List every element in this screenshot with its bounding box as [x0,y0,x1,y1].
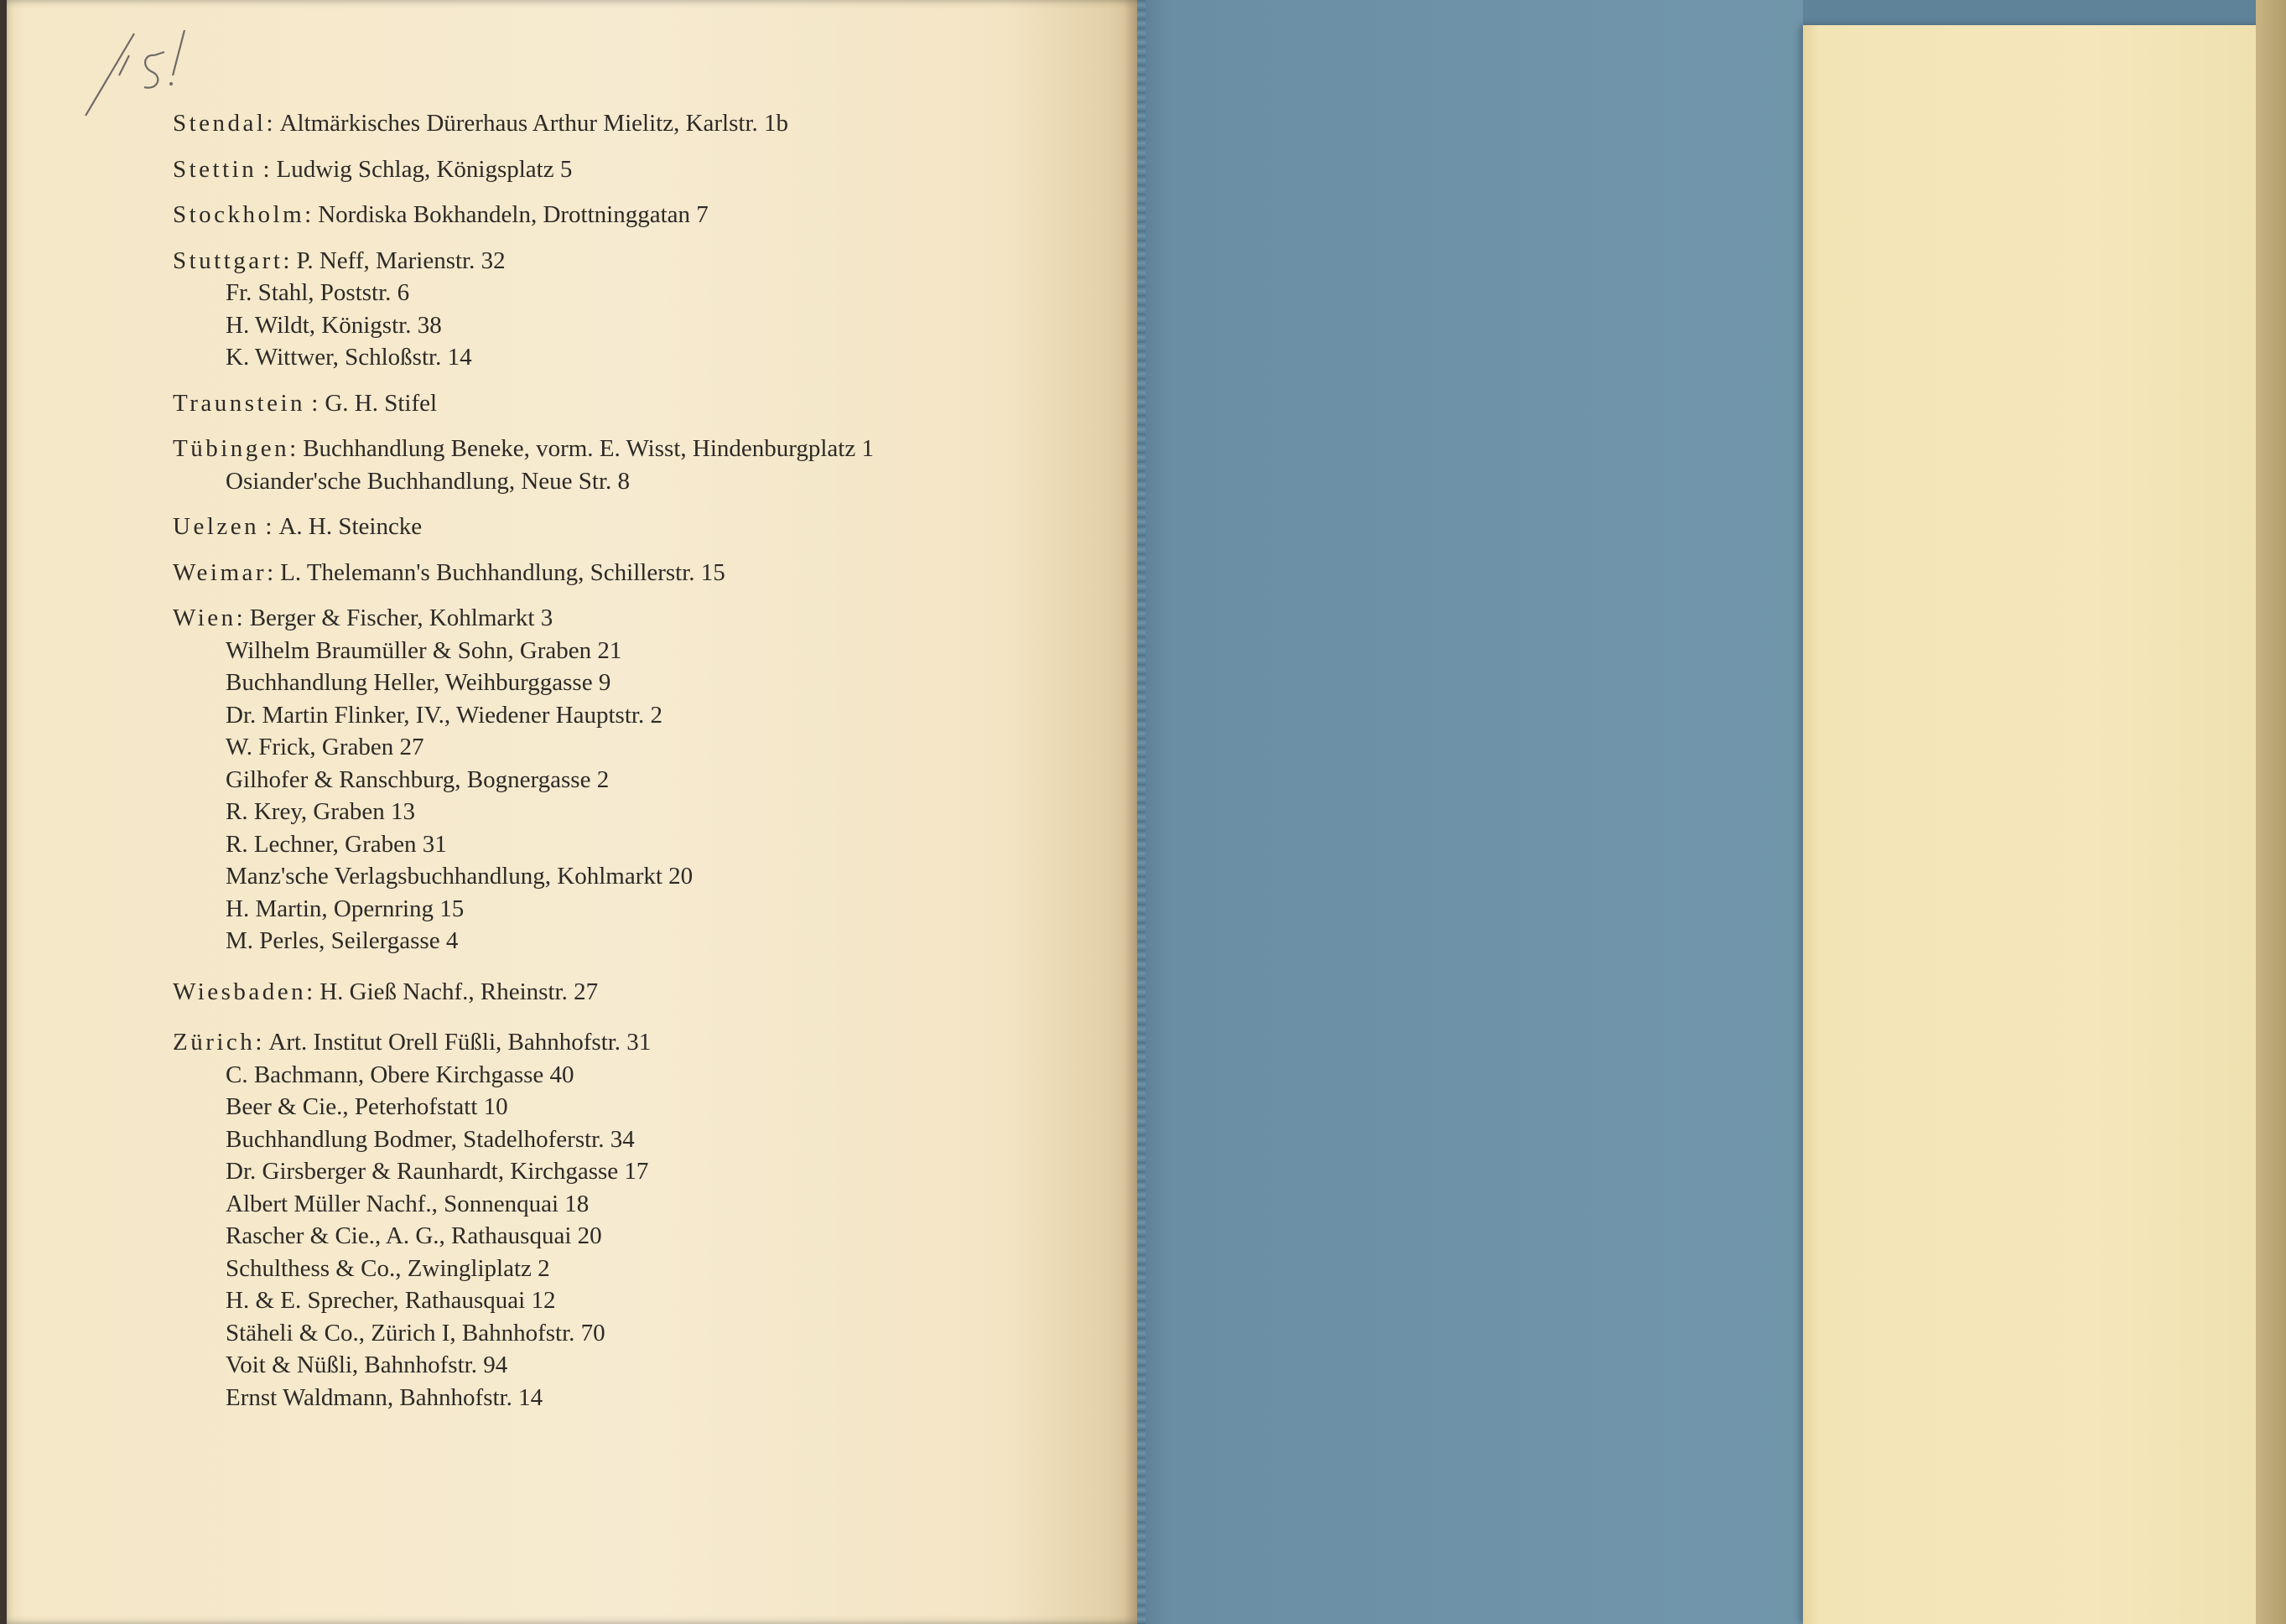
directory-entry [173,433,1062,497]
bookseller-address: Wilhelm Braumüller & Sohn, Graben 21 [226,636,622,664]
entry-first-line [173,387,1062,420]
city-name: Wien [173,604,236,631]
entry-address-line [173,465,1062,498]
city-name: Uelzen [173,513,260,540]
bookseller-address: Voit & Nüßli, Bahnhofstr. 94 [226,1352,508,1378]
directory-entry [173,602,1062,957]
entry-address-line [173,1382,1062,1414]
city-separator: : [306,978,314,1005]
directory-entry [173,107,1062,140]
entry-address-line [173,309,1062,342]
bookseller-address: K. Wittwer, Schloßstr. 14 [226,344,472,371]
bookseller-address: Fr. Stahl, Poststr. 6 [226,279,410,306]
city-name: Stockholm [173,201,305,228]
entry-address-line [173,828,1062,861]
city-separator: : [289,435,297,462]
entry-first-line [173,107,1062,140]
endpaper-edge [1137,0,1146,1624]
board-top-strip [1803,0,2286,25]
entry-first-line [173,557,1062,589]
entry-address-line [173,925,1062,957]
entry-address-line [173,1220,1062,1253]
city-separator: : [305,389,319,417]
entry-address-line [173,341,1062,374]
directory-entry [173,387,1062,420]
entry-first-line [173,153,1062,186]
city-separator: : [283,246,290,274]
entry-address-line [173,860,1062,893]
directory-entry [173,1026,1062,1414]
city-name: Stendal [173,110,267,137]
entry-first-line [173,976,1062,1009]
bookseller-address: Ludwig Schlag, Königsplatz 5 [276,155,573,183]
entry-first-line [173,245,1062,278]
directory-entry [173,976,1062,1009]
entry-first-line [173,1026,1062,1059]
entry-address-line [173,1059,1062,1092]
bookseller-address: Buchhandlung Heller, Weihburggasse 9 [226,669,611,696]
bookseller-address: Manz'sche Verlagsbuchhandlung, Kohlmarkt 20 [226,863,694,890]
entry-address-line [173,1091,1062,1123]
entry-address-line [173,635,1062,667]
bookseller-address: Buchhandlung Beneke, vorm. E. Wisst, Hindenburgplatz 1 [303,435,874,462]
bookseller-address: G. H. Stifel [325,389,438,417]
city-name: Traunstein [173,389,305,417]
entry-first-line [173,433,1062,465]
bookseller-address: H. & E. Sprecher, Rathausquai 12 [226,1287,556,1314]
bookseller-address: Albert Müller Nachf., Sonnenquai 18 [226,1190,590,1217]
entry-first-line [173,199,1062,231]
bookseller-address: Osiander'sche Buchhandlung, Neue Str. 8 [226,467,631,495]
city-name: Weimar [173,558,268,586]
bookseller-address: H. Wildt, Königstr. 38 [226,311,442,339]
entry-address-line [173,1155,1062,1188]
city-name: Stettin [173,155,257,183]
city-separator: : [236,604,243,631]
directory-entry [173,511,1062,543]
entry-address-line [173,764,1062,796]
bookseller-directory [173,107,1062,1427]
city-name: Stuttgart [173,246,283,274]
entry-address-line [173,1284,1062,1317]
city-separator: : [259,513,273,540]
bookseller-address: H. Martin, Opernring 15 [226,895,465,922]
cream-flap [1803,25,2286,1624]
city-name: Tübingen [173,435,290,462]
bookseller-address: C. Bachmann, Obere Kirchgasse 40 [226,1061,574,1088]
city-separator: : [304,201,312,228]
bookseller-address: Nordiska Bokhandeln, Drottninggatan 7 [318,201,709,228]
bookseller-address: Buchhandlung Bodmer, Stadelhoferstr. 34 [226,1125,635,1153]
entry-address-line [173,1123,1062,1156]
directory-entry [173,245,1062,374]
bookseller-address: R. Krey, Graben 13 [226,798,416,825]
entry-address-line [173,796,1062,828]
page-edge-shadow [0,0,7,1624]
bookseller-address: L. Thelemann's Buchhandlung, Schillerstr. 15 [280,558,725,586]
city-separator: : [255,1029,262,1056]
bookseller-address: P. Neff, Marienstr. 32 [296,246,506,274]
bookseller-address: H. Gieß Nachf., Rheinstr. 27 [320,978,599,1005]
entry-address-line [173,667,1062,699]
entry-address-line [173,731,1062,764]
city-separator: : [266,110,273,137]
bookseller-address: Gilhofer & Ranschburg, Bognergasse 2 [226,765,610,793]
entry-address-line [173,1317,1062,1350]
bookseller-address: Berger & Fischer, Kohlmarkt 3 [249,604,553,631]
directory-entry [173,153,1062,186]
entry-address-line [173,893,1062,926]
directory-entry [173,199,1062,231]
bookseller-address: R. Lechner, Graben 31 [226,830,447,858]
bookseller-address: W. Frick, Graben 27 [226,734,424,760]
bookseller-address: Ernst Waldmann, Bahnhofstr. 14 [226,1383,543,1411]
entry-address-line [173,277,1062,309]
directory-entry [173,557,1062,589]
bookseller-address: A. H. Steincke [278,513,423,540]
bookseller-address: Schulthess & Co., Zwingliplatz 2 [226,1254,550,1282]
entry-address-line [173,699,1062,732]
flap-edge [2256,0,2286,1624]
entry-address-line [173,1188,1062,1221]
bookseller-address: Rascher & Cie., A. G., Rathausquai 20 [226,1222,602,1249]
entry-address-line [173,1253,1062,1285]
city-name: Wiesbaden [173,978,307,1005]
entry-first-line [173,511,1062,543]
bookseller-address: Stäheli & Co., Zürich I, Bahnhofstr. 70 [226,1319,605,1346]
bookseller-address: Altmärkisches Dürerhaus Arthur Mielitz, Karlstr. 1b [279,110,789,137]
bookseller-address: Dr. Girsberger & Raunhardt, Kirchgasse 17 [226,1158,649,1185]
left-page [0,0,1142,1624]
city-name: Zürich [173,1029,256,1056]
entry-first-line [173,602,1062,635]
entry-address-line [173,1349,1062,1382]
bookseller-address: Dr. Martin Flinker, IV., Wiedener Hauptstr. 2 [226,701,662,729]
bookseller-address: M. Perles, Seilergasse 4 [226,927,459,954]
city-separator: : [267,558,274,586]
city-separator: : [257,155,270,183]
bookseller-address: Art. Institut Orell Füßli, Bahnhofstr. 31 [268,1029,652,1056]
bookseller-address: Beer & Cie., Peterhofstatt 10 [226,1093,508,1120]
